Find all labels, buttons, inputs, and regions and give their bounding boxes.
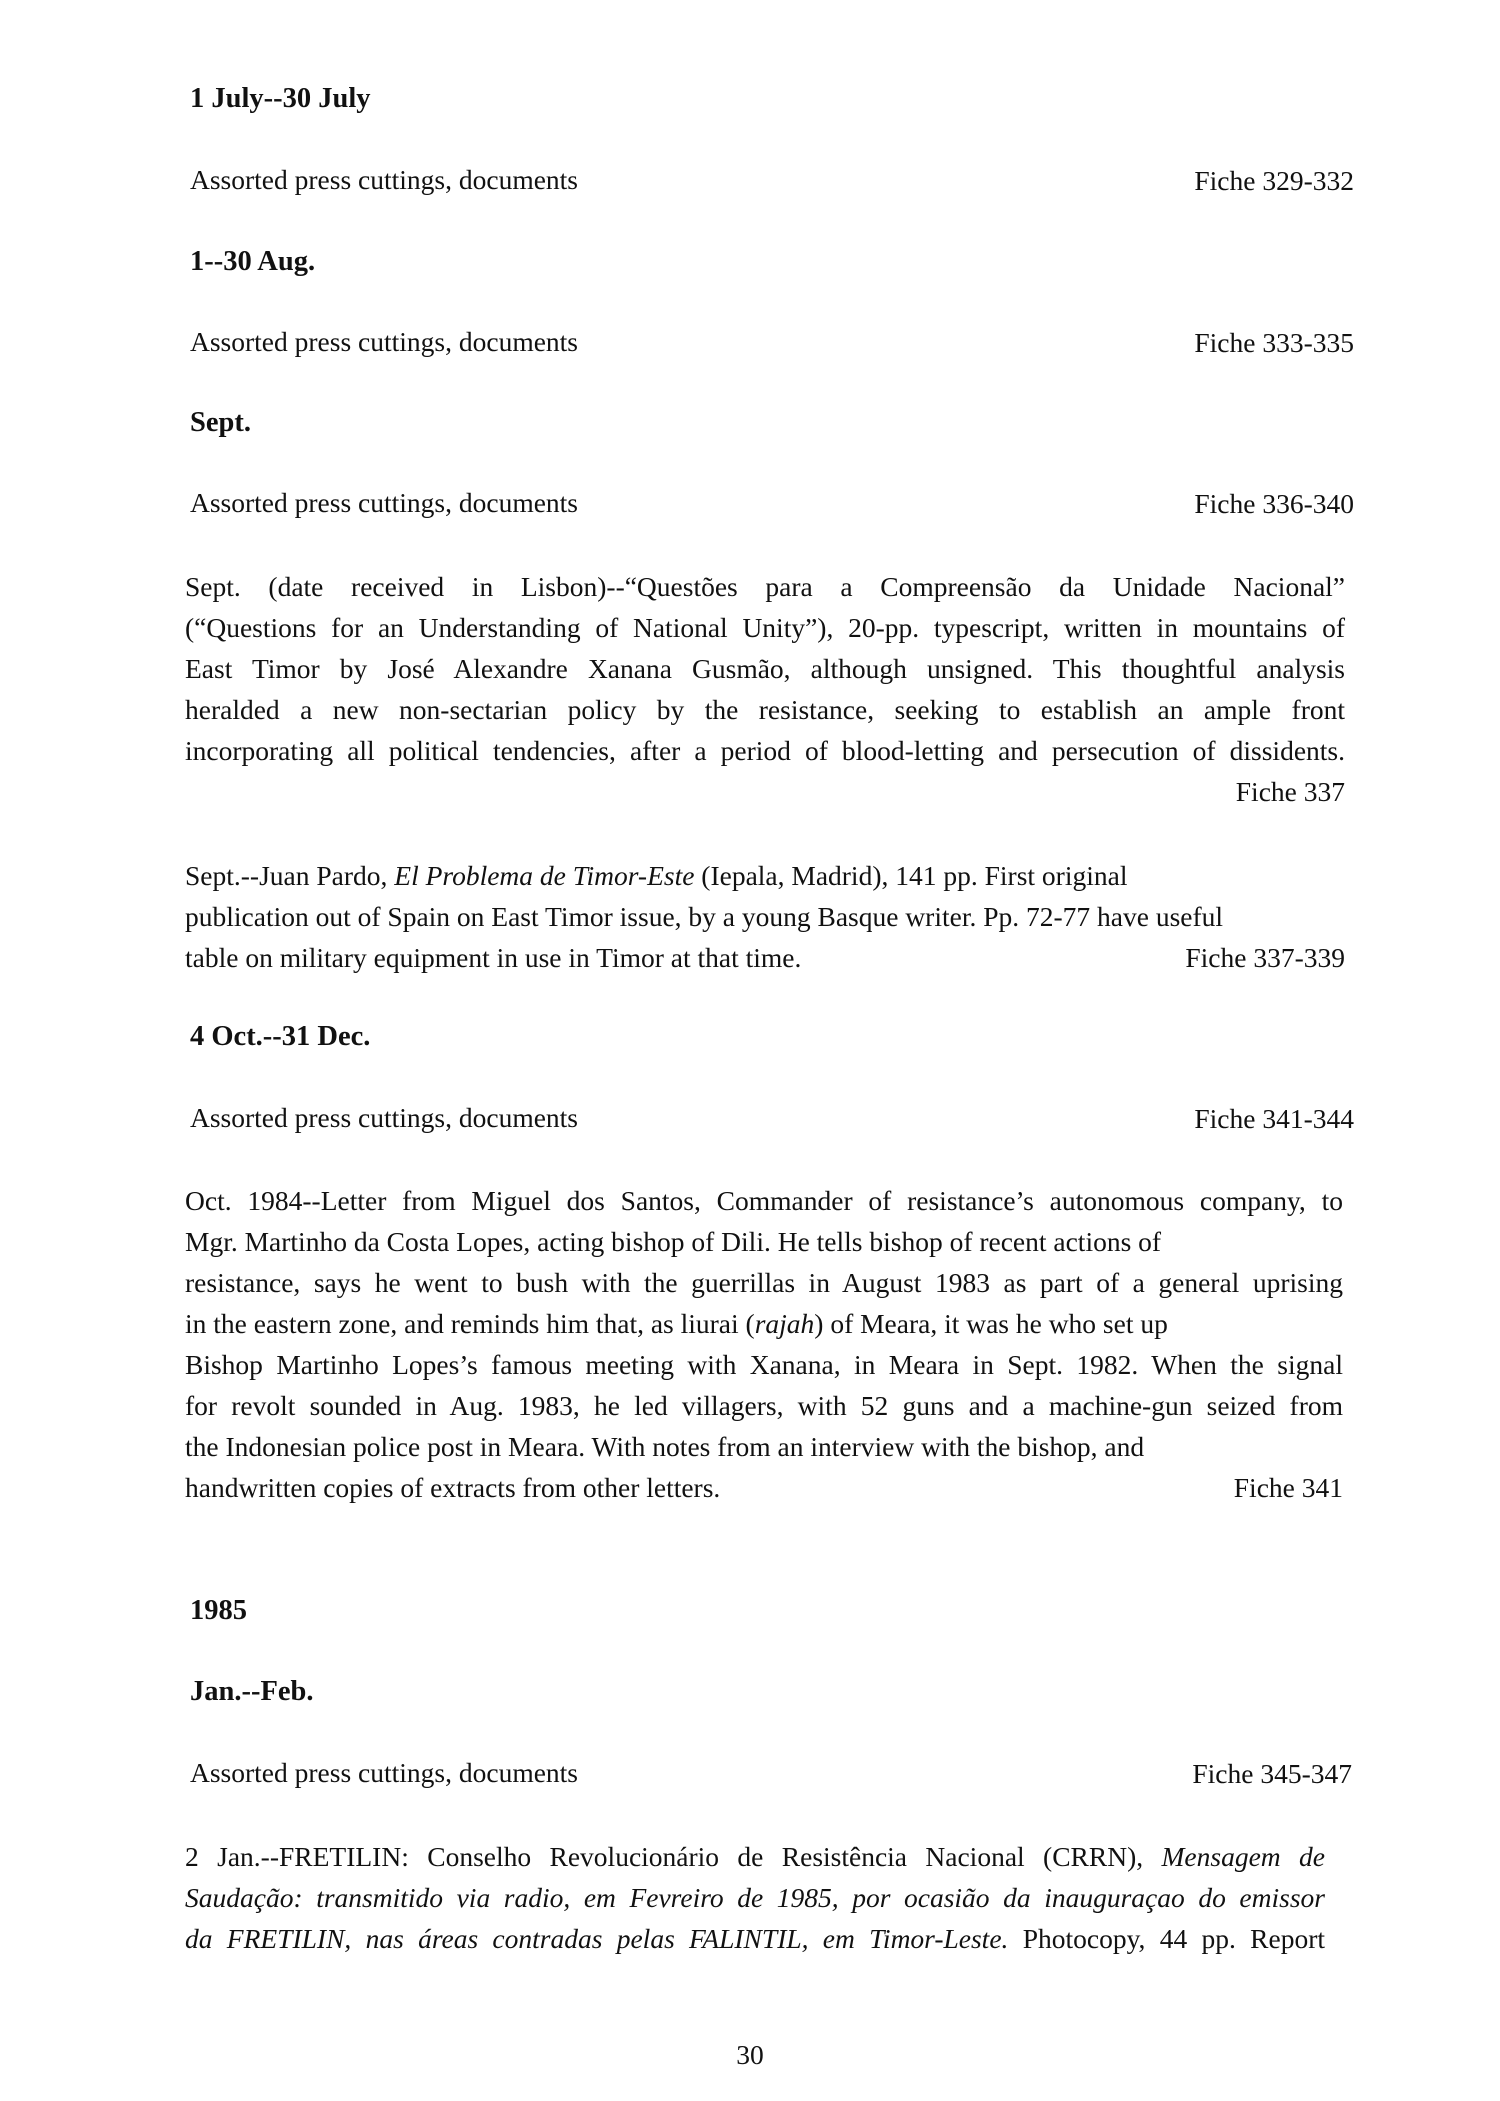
fiche-ref-oct-dec: Fiche 341-344 (1194, 1103, 1354, 1134)
fiche-ref-santos: Fiche 341 (1233, 1472, 1343, 1503)
paragraph-line: Mgr. Martinho da Costa Lopes, acting bishop of Dili. He tells bishop of recent actions of (185, 1226, 1162, 1257)
entry-text-aug: Assorted press cuttings, documents (190, 326, 579, 357)
entry-text-oct-dec: Assorted press cuttings, documents (190, 1102, 579, 1133)
paragraph-line: incorporating all political tendencies, after a period of blood-letting and persecution of dissidents. (185, 735, 1345, 766)
fiche-ref-aug: Fiche 333-335 (1194, 327, 1354, 358)
fiche-ref-sept: Fiche 336-340 (1194, 488, 1354, 519)
paragraph-fretilin (185, 1836, 1325, 1959)
paragraph-questoes (185, 566, 1345, 812)
paragraph-line: Sept.--Juan Pardo, El Problema de Timor-Este (Iepala, Madrid), 141 pp. First original (185, 860, 1128, 891)
paragraph-line: da FRETILIN, nas áreas contradas pelas FALINTIL, em Timor-Leste. Photocopy, 44 pp. Report (185, 1923, 1325, 1954)
page-number: 30 (736, 2039, 764, 2070)
section-heading-sept: Sept. (190, 407, 251, 438)
italic-title: Mensagem de (1161, 1841, 1325, 1872)
italic-term: rajah (754, 1308, 815, 1339)
entry-text-sept: Assorted press cuttings, documents (190, 487, 579, 518)
paragraph-santos (185, 1180, 1343, 1508)
paragraph-line (185, 1877, 1325, 1918)
italic-title: Saudação: transmitido via radio, em Fevreiro de 1985, por ocasião da inauguraçao do emissor (185, 1882, 1325, 1913)
paragraph-line: Sept. (date received in Lisbon)--“Questões para a Compreensão da Unidade Nacional” (185, 571, 1345, 602)
section-heading-oct-dec: 4 Oct.--31 Dec. (190, 1021, 371, 1052)
entry-text-jan-feb: Assorted press cuttings, documents (190, 1757, 579, 1788)
paragraph-line: in the eastern zone, and reminds him that, as liurai (rajah) of Meara, it was he who set up (185, 1308, 1168, 1339)
paragraph-line: handwritten copies of extracts from other letters. Fiche 341 (185, 1467, 1343, 1508)
fiche-ref-jan-feb: Fiche 345-347 (1192, 1758, 1352, 1789)
year-heading-1985: 1985 (190, 1595, 247, 1626)
book-title: El Problema de Timor-Este (394, 860, 695, 891)
italic-title: da FRETILIN, nas áreas contradas pelas FALINTIL, em Timor-Leste. (185, 1923, 1009, 1954)
paragraph-line: the Indonesian police post in Meara. With notes from an interview with the bishop, and (185, 1431, 1145, 1462)
section-heading-july: 1 July--30 July (190, 83, 371, 114)
paragraph-line: for revolt sounded in Aug. 1983, he led villagers, with 52 guns and a machine-gun seized from (185, 1390, 1343, 1421)
paragraph-line: publication out of Spain on East Timor issue, by a young Basque writer. Pp. 72-77 have useful (185, 901, 1224, 932)
fiche-ref-questoes: Fiche 337 (1235, 776, 1345, 807)
paragraph-line: Oct. 1984--Letter from Miguel dos Santos, Commander of resistance’s autonomous company, to (185, 1185, 1343, 1216)
paragraph-line: East Timor by José Alexandre Xanana Gusmão, although unsigned. This thoughtful analysis (185, 653, 1345, 684)
paragraph-pardo (185, 855, 1345, 978)
paragraph-line: table on military equipment in use in Timor at that time. Fiche 337-339 (185, 937, 1345, 978)
paragraph-line: heralded a new non-sectarian policy by the resistance, seeking to establish an ample front (185, 694, 1345, 725)
entry-text-july: Assorted press cuttings, documents (190, 164, 579, 195)
section-heading-jan-feb: Jan.--Feb. (190, 1676, 314, 1707)
paragraph-line: Bishop Martinho Lopes’s famous meeting with Xanana, in Meara in Sept. 1982. When the signal (185, 1349, 1343, 1380)
fiche-ref-pardo: Fiche 337-339 (1185, 942, 1345, 973)
paragraph-line: (“Questions for an Understanding of National Unity”), 20-pp. typescript, written in mountains of (185, 612, 1345, 643)
paragraph-line: 2 Jan.--FRETILIN: Conselho Revolucionário de Resistência Nacional (CRRN), Mensagem de (185, 1841, 1325, 1872)
section-heading-aug: 1--30 Aug. (190, 246, 316, 277)
paragraph-line: resistance, says he went to bush with the guerrillas in August 1983 as part of a general uprising (185, 1267, 1343, 1298)
fiche-ref-july: Fiche 329-332 (1194, 165, 1354, 196)
